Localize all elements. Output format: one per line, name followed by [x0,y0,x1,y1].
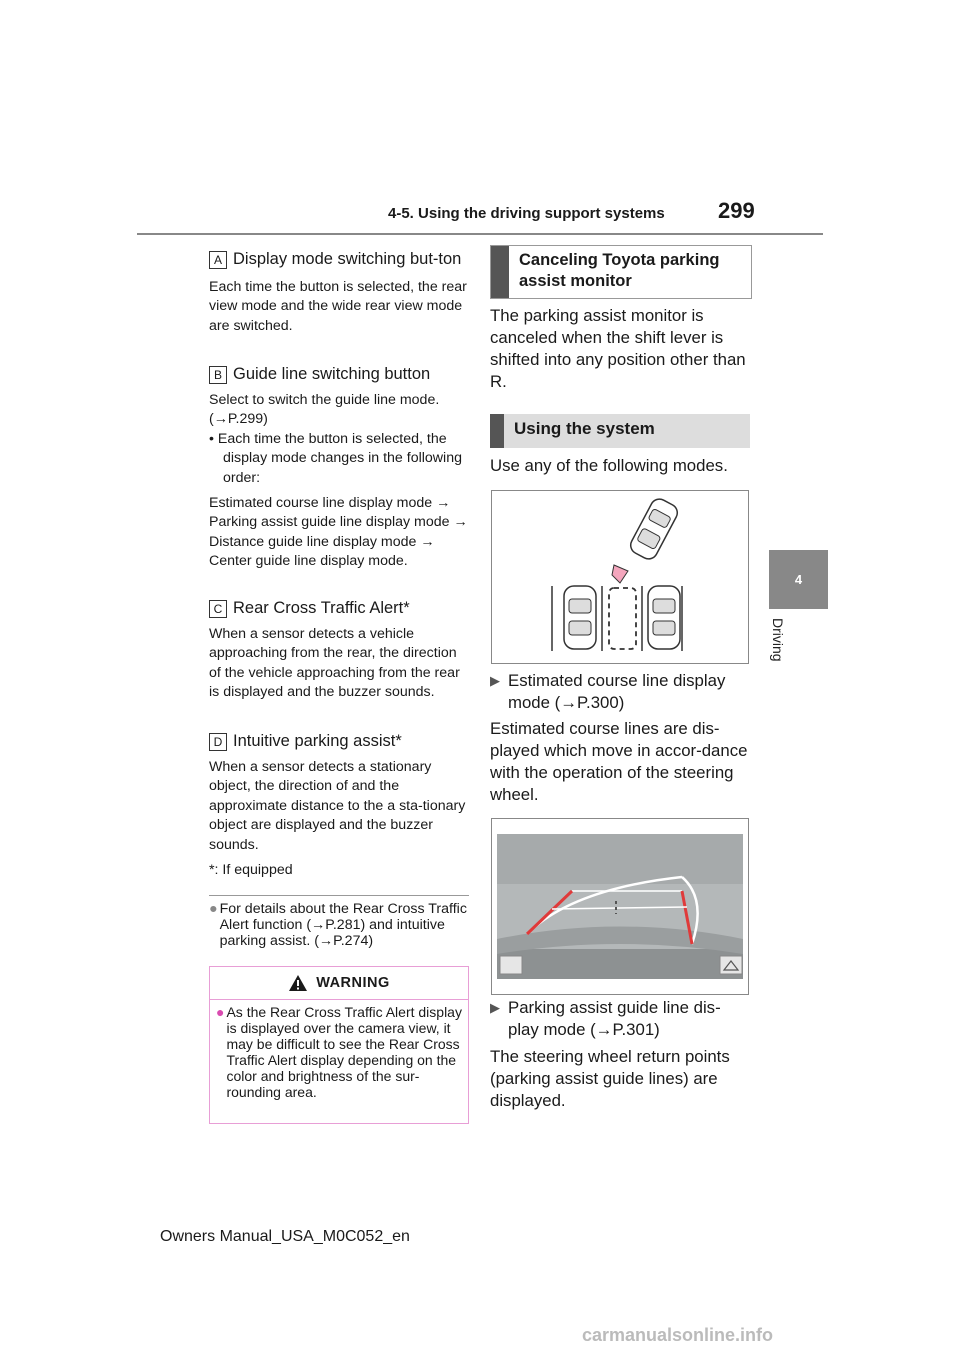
cancel-heading [490,245,752,299]
section-title: 4-5. Using the driving support systems [388,205,665,222]
chapter-number: 4 [794,572,803,587]
watermark: carmanualsonline.info [582,1325,774,1345]
parking-diagram [491,490,749,664]
item-desc: Select to switch the guide line mode. (→P.299) [209,392,440,428]
item-title: Intuitive parking assist* [233,732,402,750]
triangle-bullet-icon: ▶ [490,673,500,688]
item-title: Guide line switching button [233,365,431,383]
warning-icon [288,974,308,992]
item-sub: • Each time the button is selected, the display mode changes in the following order: [209,430,462,486]
badge-c: C [209,600,227,618]
chapter-label: Driving [770,618,786,662]
warning-body [210,1000,468,1104]
item-b [209,363,469,572]
item-title: Display mode switching but-ton [233,250,462,268]
chapter-tab [769,550,828,609]
mode1-heading [490,670,750,714]
footer-text: Owners Manual_USA_M0C052_en [160,1228,410,1245]
page-number: 299 [718,198,755,223]
item-desc: When a sensor detects a vehicle approaching from the rear, the direction of the vehicle approaching from the rear is displayed and the buzzer sounds. [209,626,460,701]
camera-view [491,818,749,995]
mode2-heading [490,997,750,1041]
badge-a: A [209,251,227,269]
item-desc: Each time the button is selected, the rear view mode and the wide rear view mode are switched. [209,279,467,334]
item-c [209,597,469,703]
mode-switch-icon [500,956,522,974]
item-d [209,730,469,880]
mode1-text: Estimated course lines are dis-played which move in accor-dance with the operation of the steering wheel. [490,719,748,804]
item-desc: When a sensor detects a stationary object, the direction of and the approximate distance to the a sta-tionary object are displayed and the buzzer sounds. [209,759,466,853]
cancel-title: Canceling Toyota parking assist monitor [519,251,720,290]
warning-title: WARNING [316,975,390,991]
item-a [209,248,469,336]
triangle-bullet-icon: ▶ [490,1000,500,1015]
target-spot [609,588,636,649]
warning-text: As the Rear Cross Traffic Alert display is displayed over the camera view, it may be difficult to see the Rear Cross Traffic Alert display depending on the color and brightness of the sur-rounding area. [226,1004,462,1100]
maneuvering-car-icon [628,496,681,562]
mode1-title: Estimated course line display mode (→P.300) [508,671,726,712]
warning-header [210,967,468,1000]
note-text: For details about the Rear Cross Traffic Alert function (→P.281) and intuitive parking assist. (→P.274) [219,901,467,949]
note-divider [209,895,469,896]
warning-box [209,966,469,1124]
mode2-title: Parking assist guide line dis-play mode (→P.301) [508,998,721,1039]
camera-view-svg [492,819,748,994]
mode2-text: The steering wheel return points (parking assist guide lines) are displayed. [490,1047,730,1110]
badge-d: D [209,733,227,751]
cancel-text: The parking assist monitor is canceled when the shift lever is shifted into any position other than R. [490,306,746,391]
bullet-icon: ● [216,1004,225,1020]
mode-order: Estimated course line display mode → Parking assist guide line display mode → Distance guide line display mode → Center guide line display mode. [209,495,468,570]
using-text: Use any of the following modes. [490,456,728,475]
using-title: Using the system [514,419,655,438]
item-title: Rear Cross Traffic Alert* [233,599,410,617]
parking-diagram-svg [492,491,748,663]
using-heading [490,414,750,448]
parked-car-right-icon [648,586,680,649]
guide-switch-icon [720,956,742,974]
arrow-down-icon [612,565,628,583]
note [209,901,469,949]
bullet-icon: ● [209,901,218,917]
header-divider [137,233,823,235]
footnote: *: If equipped [209,862,293,879]
parked-car-left-icon [564,586,596,649]
badge-b: B [209,366,227,384]
